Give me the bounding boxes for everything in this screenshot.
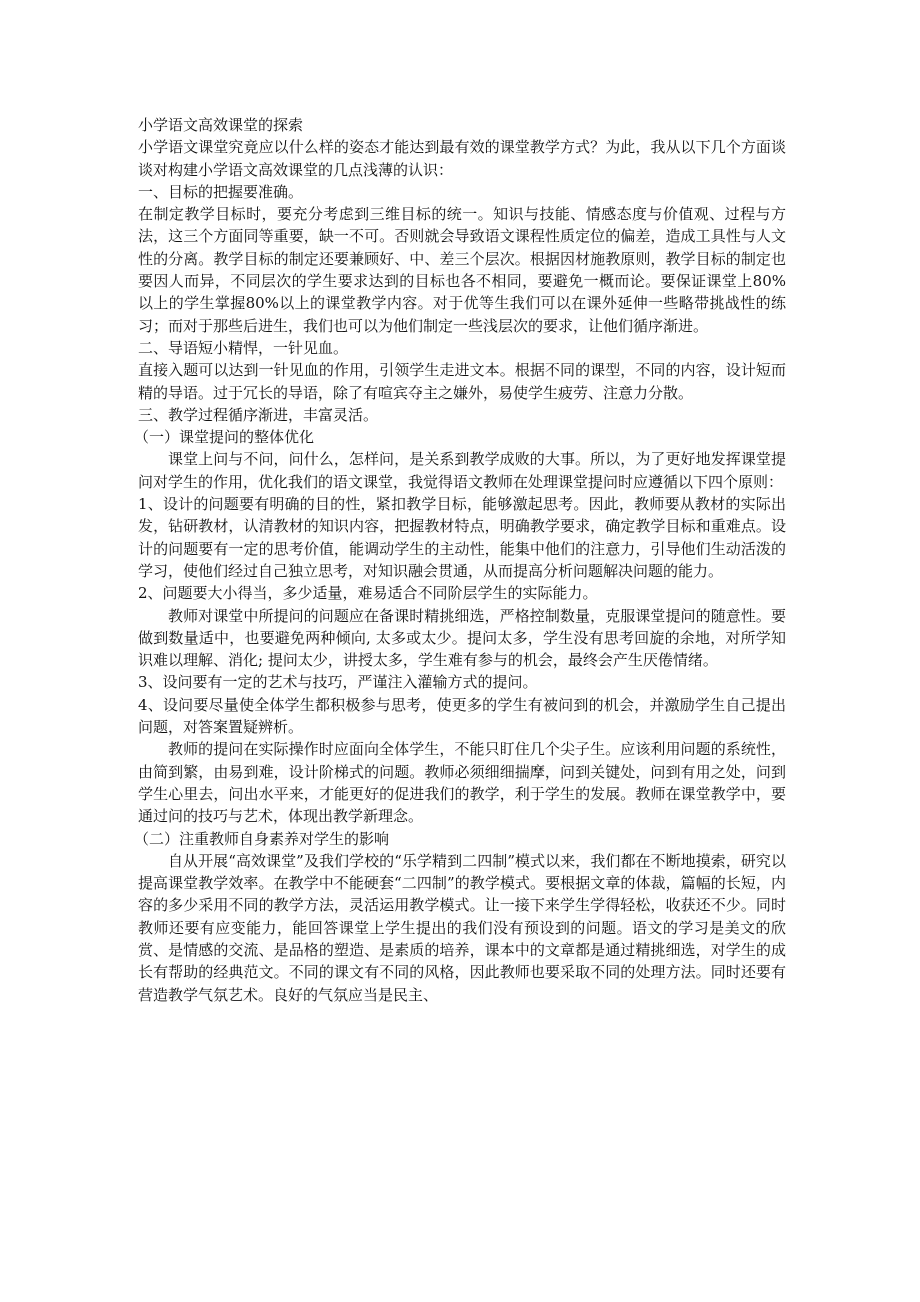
paragraph: 教师对课堂中所提问的问题应在备课时精挑细选，严格控制数量，克服课堂提问的随意性。要做到数量适中，也要避免两种倾向, 太多或太少。提问太多，学生没有思考回旋的余地，对所学知识难以理解、消化; 提问太少，讲授太多，学生难有参与的机会，最终会产生厌倦情绪。 — [138, 606, 786, 670]
section-heading: 一、目标的把握要准确。 — [138, 182, 304, 201]
list-item: 1、设计的问题要有明确的目的性，紧扣教学目标，能够激起思考。因此，教师要从教材的实际出发，钻研教材，认清教材的知识内容，把握教材特点，明确教学要求，确定教学目标和重难点。设计的问题要有一定的思考价值，能调动学生的主动性，能集中他们的注意力，引导他们生动活泼的学习，使他们经过自己独立思考，对知识融会贯通，从而提高分析问题解决问题的能力。 — [138, 495, 786, 580]
paragraph: 自从开展“高效课堂”及我们学校的“乐学精到二四制”模式以来，我们都在不断地摸索，研究以提高课堂教学效率。在教学中不能硬套“二四制”的教学模式。要根据文章的体裁，篇幅的长短，内容的多少采用不同的教学方法，灵活运用教学模式。让一接下来学生学得轻松，收获还不少。同时教师还要有应变能力，能回答课堂上学生提出的我们没有预设到的问题。语文的学习是美文的欣赏、是情感的交流、是品格的塑造、是素质的培养，课本中的文章都是通过精挑细选，对学生的成长有帮助的经典范文。不同的课文有不同的风格，因此教师也要采取不同的处理方法。同时还要有营造教学气氛艺术。良好的气氛应当是民主、 — [138, 851, 786, 1004]
document-page — [134, 114, 786, 1006]
subsection-heading: （二）注重教师自身素养对学生的影响 — [134, 829, 390, 848]
section-heading: 二、导语短小精悍，一针见血。 — [138, 338, 349, 357]
paragraph: 课堂上问与不问，问什么，怎样问，是关系到教学成败的大事。所以，为了更好地发挥课堂提问对学生的作用，优化我们的语文课堂，我觉得语文教师在处理课堂提问时应遵循以下四个原则： — [138, 450, 786, 491]
document-title: 小学语文高效课堂的探索 — [138, 116, 304, 134]
list-item: 4、设问要尽量使全体学生都积极参与思考，使更多的学生有被问到的机会，并激励学生自己提出问题，对答案置疑辨析。 — [138, 695, 786, 737]
paragraph: 小学语文课堂究竟应以什么样的姿态才能达到最有效的课堂教学方式？为此，我从以下几个方面谈谈对构建小学语文高效课堂的几点浅薄的认识： — [138, 138, 786, 179]
list-item: 2、问题要大小得当，多少适量，难易适合不同阶层学生的实际能力。 — [138, 584, 598, 603]
section-heading: 三、教学过程循序渐进，丰富灵活。 — [138, 405, 379, 424]
subsection-heading: （一）课堂提问的整体优化 — [134, 428, 315, 447]
paragraph: 教师的提问在实际操作时应面向全体学生，不能只盯住几个尖子生。应该利用问题的系统性，由简到繁，由易到难，设计阶梯式的问题。教师必须细细揣摩，问到关键处，问到有用之处，问到学生心里去，问出水平来，才能更好的促进我们的教学，利于学生的发展。教师在课堂教学中，要通过问的技巧与艺术，体现出教学新理念。 — [138, 740, 786, 826]
paragraph: 在制定教学目标时，要充分考虑到三维目标的统一。知识与技能、情感态度与价值观、过程与方法，这三个方面同等重要，缺一不可。否则就会导致语文课程性质定位的偏差，造成工具性与人文性的分离。教学目标的制定还要兼顾好、中、差三个层次。根据因材施教原则，教学目标的制定也要因人而异，不同层次的学生要求达到的目标也各不相同，要避免一概而论。要保证课堂上80%以上的学生掌握80%以上的课堂教学内容。对于优等生我们可以在课外延伸一些略带挑战性的练习；而对于那些后进生，我们也可以为他们制定一些浅层次的要求，让他们循序渐进。 — [138, 205, 786, 335]
paragraph: 直接入题可以达到一针见血的作用，引领学生走进文本。根据不同的课型，不同的内容，设计短而精的导语。过于冗长的导语，除了有喧宾夺主之嫌外，易使学生疲劳、注意力分散。 — [138, 361, 786, 402]
list-item: 3、设问要有一定的艺术与技巧，严谨注入灌输方式的提问。 — [138, 673, 538, 692]
